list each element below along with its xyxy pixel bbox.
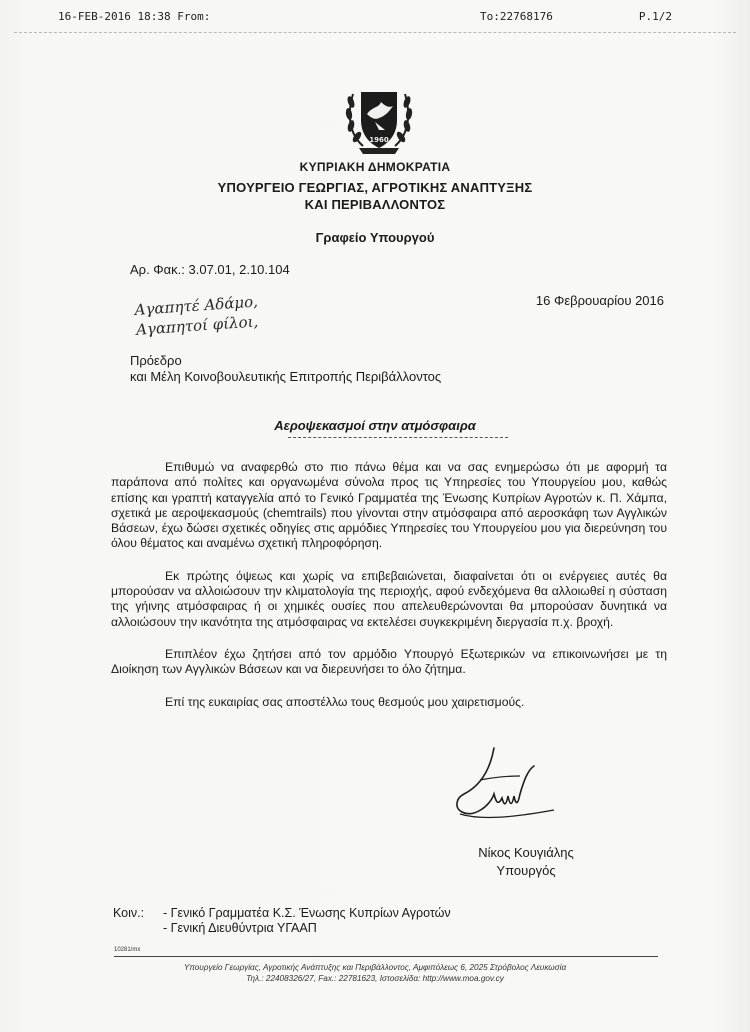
document-code: 10281/mx	[114, 947, 141, 953]
addressee	[130, 353, 441, 385]
office-title: Γραφείο Υπουργού	[315, 230, 435, 245]
signer-name: Νίκος Κουγιάλης	[478, 845, 574, 860]
footer-address: Υπουργείο Γεωργίας, Αγροτικής Ανάπτυξης και Περιβάλλοντος, Αμφιπόλεως 6, 2025 Στρόβολος Λευκωσία	[183, 963, 567, 972]
subject-underline	[288, 437, 508, 438]
body-paragraph-2: Εκ πρώτης όψεως και χωρίς να επιβεβαιώνεται, διαφαίνεται ότι οι ενέργειες αυτές θα μπορούσαν να αλλοιώσουν την κλιματολογία της περιοχής, αφού ενδεχόμενα θα αλλοιωθεί η σύσταση της γήινης ατμόσφαιρας ή οι χημικές ουσίες που απελευθερώνονται θα μπορούσαν δυνητικά να αλλοιώσουν την ικανότητα της ατμόσφαιρας να εκτελέσει συγκεκριμένη διεργασία π.χ. βροχή.	[111, 568, 667, 629]
signature-icon	[450, 740, 562, 826]
fax-header	[58, 10, 672, 28]
body-paragraph-4: Επί της ευκαιρίας σας αποστέλλω τους θεσμούς μου χαιρετισμούς.	[165, 694, 525, 709]
signer-block	[466, 844, 586, 880]
letter-date: 16 Φεβρουαρίου 2016	[535, 293, 664, 308]
fax-divider	[14, 32, 736, 33]
footer	[0, 962, 750, 984]
footer-divider	[114, 956, 658, 957]
fax-page-number: P.1/2	[638, 10, 672, 23]
ministry-name	[0, 179, 750, 213]
fax-recipient: To:22768176	[480, 10, 553, 23]
fax-timestamp: 16-FEB-2016 18:38 From:	[58, 10, 211, 23]
handwritten-line-2: Αγαπητοί φίλοι,	[135, 312, 259, 339]
body-paragraph-1: Επιθυμώ να αναφερθώ στο πιο πάνω θέμα και να σας ενημερώσω ότι με αφορμή τα παράπονα από πολίτες και οργανωμένα σύνολα προς τις Υπηρεσίες του Υπουργείου μου, καθώς επίσης και γραπτή καταγγελία από το Γενικό Γραμματέα της Ένωσης Κυπρίων Αγροτών κ. Π. Χάμπα, σχετικά με αεροψεκασμούς (chemtrails) που γίνονται στην ατμόσφαιρα από αεροσκάφη των Αγγλικών Βάσεων, έχω δώσει σχετικές οδηγίες στις αρμόδιες Υπηρεσίες του Υπουργείου μου για διερεύνηση του όλου θέματος και αναμένω σχετική πληροφόρηση.	[111, 460, 667, 551]
footer-contacts: Τηλ.: 22408326/27, Fax.: 22781623, Ιστοσελίδα: http://www.moa.gov.cy	[246, 974, 504, 983]
file-reference: Αρ. Φακ.: 3.07.01, 2.10.104	[130, 262, 290, 277]
body-paragraph-3: Επιπλέον έχω ζητήσει από τον αρμόδιο Υπουργό Εξωτερικών να επικοινωνήσει με τη Διοίκηση των Αγγλικών Βάσεων και να διερευνήσει το όλο ζήτημα.	[111, 646, 667, 677]
ministry-line-1: ΥΠΟΥΡΓΕΙΟ ΓΕΩΡΓΙΑΣ, ΑΓΡΟΤΙΚΗΣ ΑΝΑΠΤΥΞΗΣ	[217, 180, 533, 195]
republic-name: ΚΥΠΡΙΑΚΗ ΔΗΜΟΚΡΑΤΙΑ	[299, 160, 451, 174]
handwritten-greeting	[134, 287, 327, 356]
cc-list	[163, 906, 523, 936]
cc-item: - Γενικό Γραμματέα Κ.Σ. Ένωσης Κυπρίων Αγροτών	[163, 906, 451, 920]
coat-of-arms-icon	[345, 80, 413, 158]
handwritten-line-1: Αγαπητέ Αδάμο,	[134, 292, 259, 319]
letter-subject: Αεροψεκασμοί στην ατμόσφαιρα	[274, 418, 476, 433]
letter-body	[111, 460, 667, 727]
ministry-line-2: ΚΑΙ ΠΕΡΙΒΑΛΛΟΝΤΟΣ	[304, 197, 446, 212]
svg-text:1960: 1960	[369, 136, 389, 144]
addressee-line-2: και Μέλη Κοινοβουλευτικής Επιτροπής Περιβάλλοντος	[130, 369, 442, 384]
cc-label: Κοιν.:	[113, 906, 145, 920]
signer-title: Υπουργός	[496, 863, 556, 878]
addressee-line-1: Πρόεδρο	[130, 353, 182, 368]
cc-item: - Γενική Διευθύντρια ΥΓΑΑΠ	[163, 921, 317, 935]
